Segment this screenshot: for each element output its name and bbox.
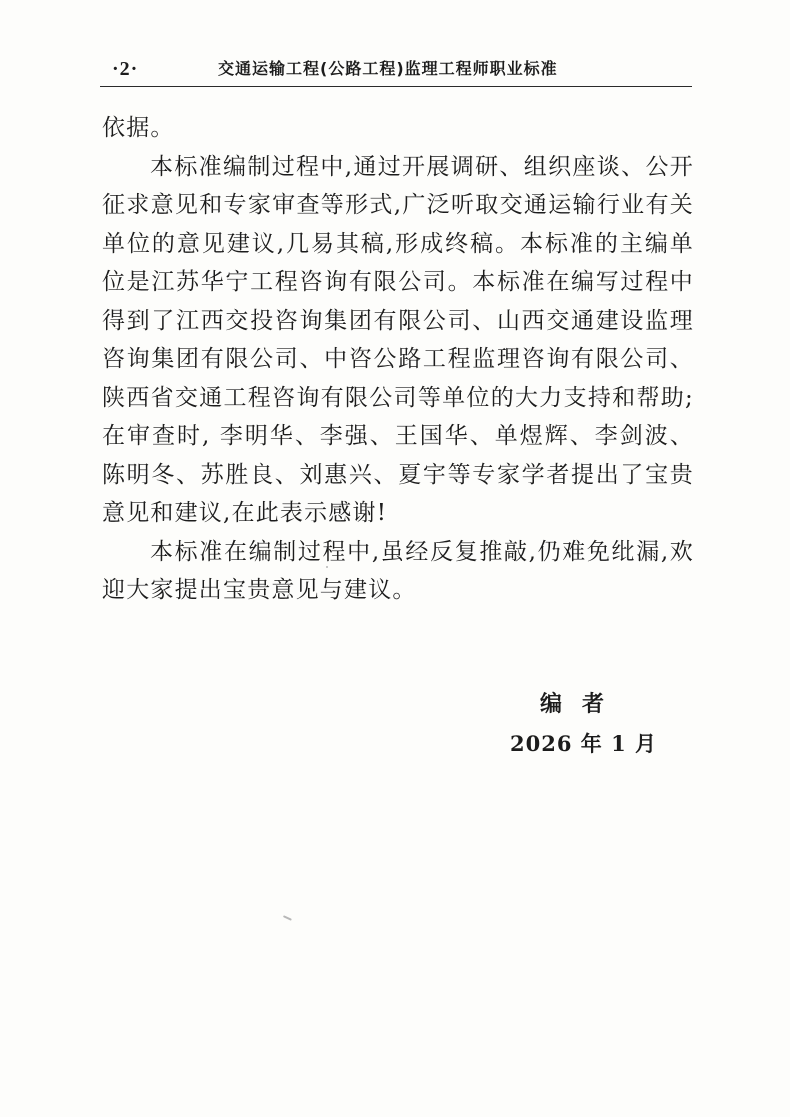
- page-header: [100, 56, 692, 87]
- paragraph-closing: 本标准在编制过程中,虽经反复推敲,仍难免纰漏,欢迎大家提出宝贵意见与建议。: [102, 538, 694, 603]
- scan-speck: [326, 566, 328, 568]
- body-text: [102, 109, 694, 610]
- scan-speck: [283, 915, 292, 920]
- page-number: ·2·: [112, 58, 139, 80]
- signature-author: 编者: [540, 691, 625, 717]
- signature-date: 2026 年 1 月: [510, 731, 657, 756]
- paragraph-acknowledgement: 本标准编制过程中,通过开展调研、组织座谈、公开征求意见和专家审查等形式,广泛听取交通运输行业有关单位的意见建议,几易其稿,形成终稿。本标准的主编单位是江苏华宁工程咨询有限公司。本标准在编写过程中得到了江西交投咨询集团有限公司、山西交通建设监理咨询集团有限公司、中咨公路工程监理咨询有限公司、陕西省交通工程咨询有限公司等单位的大力支持和帮助;在审查时, 李明华、李强、王国华、单煜辉、李剑波、陈明冬、苏胜良、刘惠兴、夏宇等专家学者提出了宝贵意见和建议,在此表示感谢!: [102, 153, 694, 526]
- running-title: 交通运输工程(公路工程)监理工程师职业标准: [218, 59, 558, 78]
- paragraph-continuation: 依据。: [102, 115, 175, 141]
- signature-block: [500, 686, 670, 762]
